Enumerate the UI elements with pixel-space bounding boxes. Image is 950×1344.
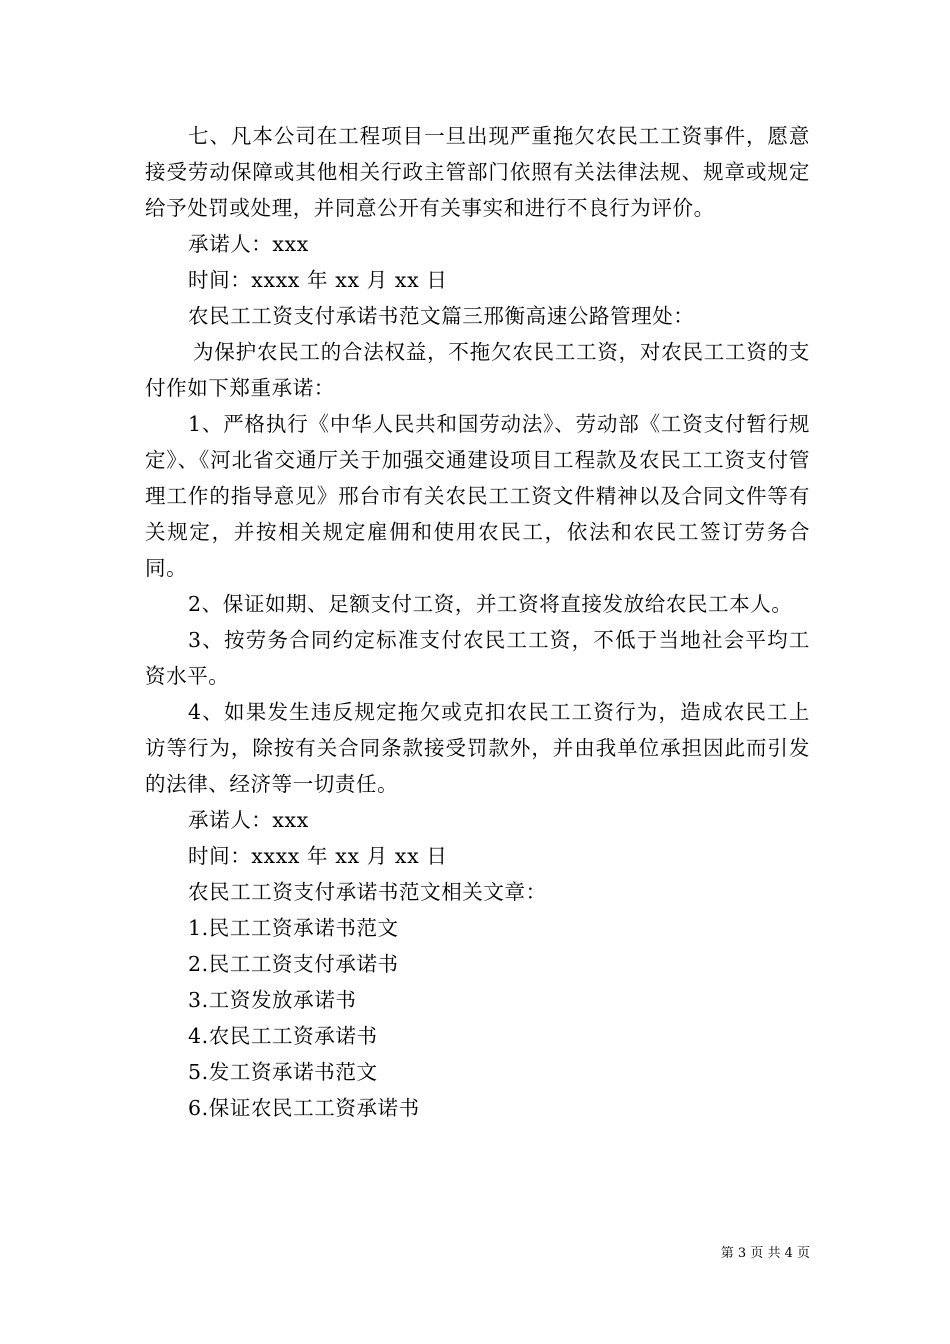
related-link-1[interactable]: 1.民工工资承诺书范文: [188, 916, 399, 940]
paragraph-promisor-2: 承诺人：xxx: [188, 808, 309, 832]
paragraph-clause-seven: 七、凡本公司在工程项目一旦出现严重拖欠农民工工资事件，愿意接受劳动保障或其他相关行政主管部门依照有关法律法规、规章或规定给予处罚或处理，并同意公开有关事实和进行不良行为评价。: [145, 124, 810, 220]
paragraph-date-2: 时间：xxxx 年 xx 月 xx 日: [188, 844, 448, 868]
document-body: [145, 118, 810, 1126]
related-link-2[interactable]: 2.民工工资支付承诺书: [188, 952, 399, 976]
paragraph-item-three: 3、按劳务合同约定标准支付农民工工资，不低于当地社会平均工资水平。: [145, 628, 810, 688]
paragraph-item-two: 2、保证如期、足额支付工资，并工资将直接发放给农民工本人。: [188, 592, 793, 616]
related-link-3[interactable]: 3.工资发放承诺书: [188, 988, 357, 1012]
related-link-6[interactable]: 6.保证农民工工资承诺书: [188, 1096, 420, 1120]
related-link-4[interactable]: 4.农民工工资承诺书: [188, 1024, 378, 1048]
paragraph-intro: 为保护农民工的合法权益，不拖欠农民工工资，对农民工工资的支付作如下郑重承诺：: [145, 340, 810, 400]
paragraph-item-one: 1、严格执行《中华人民共和国劳动法》、劳动部《工资支付暂行规定》、《河北省交通厅关于加强交通建设项目工程款及农民工工资支付管理工作的指导意见》邢台市有关农民工工资文件精神以及合同文件等有关规定，并按相关规定雇佣和使用农民工，依法和农民工签订劳务合同。: [145, 412, 810, 580]
page-number: 第 3 页 共 4 页: [720, 1246, 810, 1261]
paragraph-section-three-heading: 农民工工资支付承诺书范文篇三邢衡高速公路管理处：: [188, 304, 695, 328]
paragraph-promisor: 承诺人：xxx: [188, 232, 309, 256]
paragraph-item-four: 4、如果发生违反规定拖欠或克扣农民工工资行为，造成农民工上访等行为，除按有关合同条款接受罚款外，并由我单位承担因此而引发的法律、经济等一切责任。: [145, 700, 810, 796]
paragraph-related-heading: 农民工工资支付承诺书范文相关文章：: [188, 880, 547, 904]
related-link-5[interactable]: 5.发工资承诺书范文: [188, 1060, 378, 1084]
paragraph-date: 时间：xxxx 年 xx 月 xx 日: [188, 268, 448, 292]
